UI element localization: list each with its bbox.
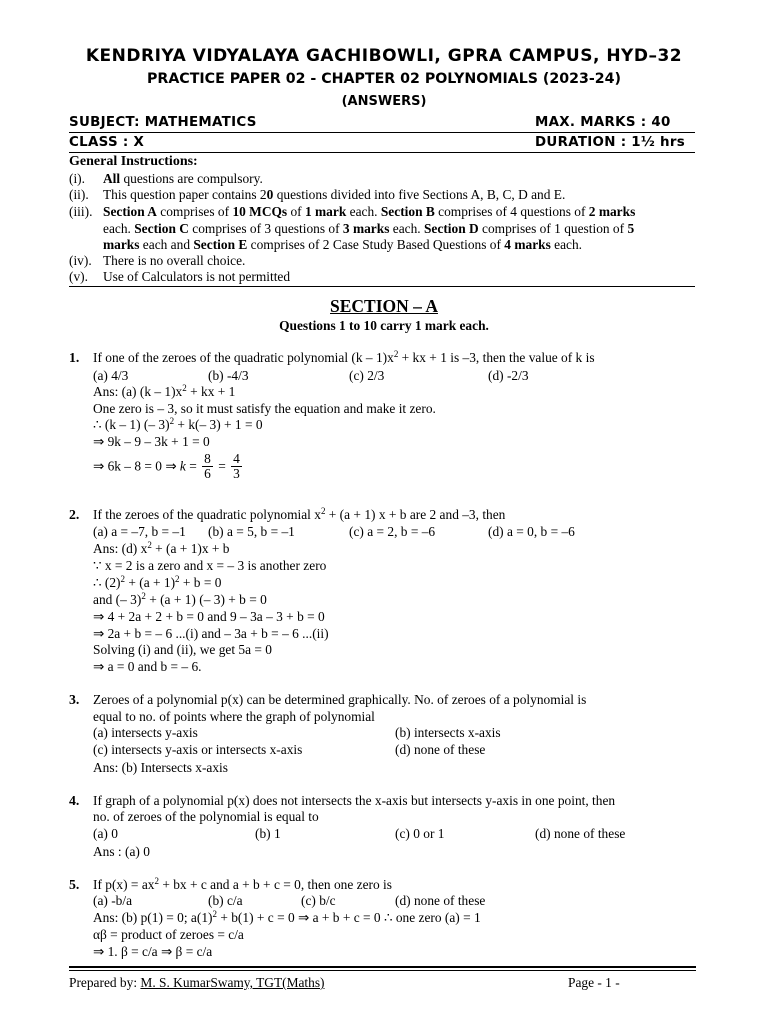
paper-title: PRACTICE PAPER 02 - CHAPTER 02 POLYNOMIALS (2023-24) bbox=[147, 71, 621, 87]
solution-step: Solving (i) and (ii), we get 5a = 0 bbox=[93, 642, 272, 657]
instruction-bold: All bbox=[103, 171, 121, 186]
option: (b) 1 bbox=[255, 826, 281, 841]
option: (a) 0 bbox=[93, 826, 118, 841]
instruction-number: (i). bbox=[69, 171, 85, 186]
option: (b) intersects x-axis bbox=[395, 725, 501, 740]
option: (c) intersects y-axis or intersects x-axis bbox=[93, 742, 303, 757]
instruction-text: marks each and Section E comprises of 2 Case Study Based Questions of 4 marks each. bbox=[103, 237, 583, 252]
option: (b) a = 5, b = –1 bbox=[208, 524, 295, 539]
instruction-text: each. Section C comprises of 3 questions of 3 marks each. Section D comprises of 1 question of 5 bbox=[103, 220, 635, 236]
solution-step: ⇒ 1. β = c/a ⇒ β = c/a bbox=[93, 944, 213, 959]
header-divider bbox=[69, 132, 695, 133]
answers-label: (ANSWERS) bbox=[341, 94, 427, 109]
question-text: no. of zeroes of the polynomial is equal to bbox=[93, 809, 319, 824]
footer-divider bbox=[69, 970, 696, 971]
solution-step: and (– 3)$^2$ + (a + 1) (– 3) + b = 0 bbox=[93, 591, 267, 607]
instructions-title: General Instructions: bbox=[69, 154, 198, 169]
instructions-divider bbox=[69, 286, 695, 287]
class-label: CLASS : X bbox=[69, 135, 145, 150]
footer-credit: Prepared by: M. S. KumarSwamy, TGT(Maths) bbox=[69, 975, 325, 990]
solution-step: ∵ x = 2 is a zero and x = – 3 is another zero bbox=[93, 558, 327, 573]
solution-step: ⇒ a = 0 and b = – 6. bbox=[93, 659, 202, 674]
answer-text: Ans: (d) $x^2 + (a + 1)x + b$ bbox=[93, 540, 230, 556]
answer-text: Ans: (b) Intersects x-axis bbox=[93, 760, 228, 775]
answer-text: Ans: (a) $(k - 1)x^2$ + kx + 1 bbox=[93, 383, 236, 399]
question-number: 2. bbox=[69, 507, 80, 522]
question-number: 3. bbox=[69, 692, 80, 707]
duration-label: DURATION : 1½ hrs bbox=[535, 135, 686, 150]
option: (c) 0 or 1 bbox=[395, 826, 445, 841]
instruction-text: Use of Calculators is not permitted bbox=[103, 269, 291, 284]
question-text: If one of the zeroes of the quadratic polynomial $(k - 1)x^2$ + kx + 1 is –3, then the value of k is bbox=[93, 349, 595, 365]
instruction-number: (iii). bbox=[69, 204, 93, 219]
instruction-text: questions are compulsory. bbox=[120, 171, 263, 186]
section-subtitle: Questions 1 to 10 carry 1 mark each. bbox=[279, 318, 489, 333]
option: (c) a = 2, b = –6 bbox=[349, 524, 436, 539]
subject-label: SUBJECT: MATHEMATICS bbox=[69, 115, 257, 130]
question-number: 5. bbox=[69, 877, 80, 892]
instruction-number: (ii). bbox=[69, 187, 89, 202]
author-name: M. S. KumarSwamy, TGT(Maths) bbox=[140, 975, 325, 990]
solution-step: ⇒ 2a + b = – 6 ...(i) and – 3a + b = – 6 ...(ii) bbox=[93, 626, 329, 641]
school-name: KENDRIYA VIDYALAYA GACHIBOWLI, GPRA CAMPUS, HYD–32 bbox=[85, 46, 683, 66]
option: (b) c/a bbox=[208, 893, 243, 908]
option: (c) b/c bbox=[301, 893, 336, 908]
option: (b) -4/3 bbox=[208, 368, 249, 383]
option: (d) none of these bbox=[395, 893, 486, 908]
page-number: Page - 1 - bbox=[568, 975, 620, 990]
instruction-text: Section A comprises of 10 MCQs of 1 mark each. Section B comprises of 4 questions of 2 marks bbox=[103, 204, 636, 219]
footer-divider bbox=[69, 966, 696, 968]
option: (d) none of these bbox=[395, 742, 486, 757]
header-divider bbox=[69, 152, 695, 153]
instruction-number: (v). bbox=[69, 269, 88, 284]
solution-step: ∴ $(2)^2 + (a + 1)^2 + b = 0$ bbox=[93, 574, 222, 590]
fraction: $\frac{4}{3}$ bbox=[233, 451, 240, 481]
question-number: 4. bbox=[69, 793, 80, 808]
question-text: If $p(x) = ax^2$ + bx + c and a + b + c = 0, then one zero is bbox=[93, 876, 392, 892]
solution-step: ⇒ 4 + 2a + 2 + b = 0 and 9 – 3a – 3 + b = 0 bbox=[93, 609, 325, 624]
solution-step: αβ = product of zeroes = c/a bbox=[93, 927, 244, 942]
answer-text: Ans : (a) 0 bbox=[93, 844, 150, 859]
question-text: equal to no. of points where the graph of polynomial bbox=[93, 709, 375, 724]
instruction-text: There is no overall choice. bbox=[103, 253, 246, 268]
option: (a) intersects y-axis bbox=[93, 725, 198, 740]
option: (d) -2/3 bbox=[488, 368, 529, 383]
solution-step: One zero is – 3, so it must satisfy the equation and make it zero. bbox=[93, 401, 436, 416]
question-text: If the zeroes of the quadratic polynomial $x^2 + (a + 1) x + b$ are 2 and –3, then bbox=[93, 506, 506, 522]
option: (c) 2/3 bbox=[349, 368, 385, 383]
solution-step: ∴ (k – 1) (– 3)$^2$ + k(– 3) + 1 = 0 bbox=[93, 416, 263, 432]
instruction-text: This question paper contains 20 questions divided into five Sections A, B, C, D and E. bbox=[103, 187, 566, 202]
solution-step: ⇒ 6k – 8 = 0 ⇒ k = $\frac{8}{6}$ = $\frac{4}{3}$ bbox=[93, 451, 240, 481]
instruction-number: (iv). bbox=[69, 253, 92, 268]
fraction: $\frac{8}{6}$ bbox=[204, 451, 211, 481]
option: (a) a = –7, b = –1 bbox=[93, 524, 186, 539]
option: (d) none of these bbox=[535, 826, 626, 841]
section-title: SECTION – A bbox=[330, 296, 438, 316]
option: (a) -b/a bbox=[93, 893, 133, 908]
solution-step: ⇒ 9k – 9 – 3k + 1 = 0 bbox=[93, 434, 210, 449]
question-text: Zeroes of a polynomial p(x) can be determined graphically. No. of zeroes of a polynomial is bbox=[93, 692, 587, 707]
question-number: 1. bbox=[69, 350, 80, 365]
option: (d) a = 0, b = –6 bbox=[488, 524, 575, 539]
question-text: If graph of a polynomial p(x) does not intersects the x-axis but intersects y-axis in one point, then bbox=[93, 793, 616, 808]
option: (a) 4/3 bbox=[93, 368, 129, 383]
answer-text: Ans: (b) p(1) = 0; $a(1)^2 + b(1) + c = 0$ ⇒ a + b + c = 0 ∴ one zero (a) = 1 bbox=[93, 909, 481, 925]
max-marks-label: MAX. MARKS : 40 bbox=[535, 115, 671, 130]
